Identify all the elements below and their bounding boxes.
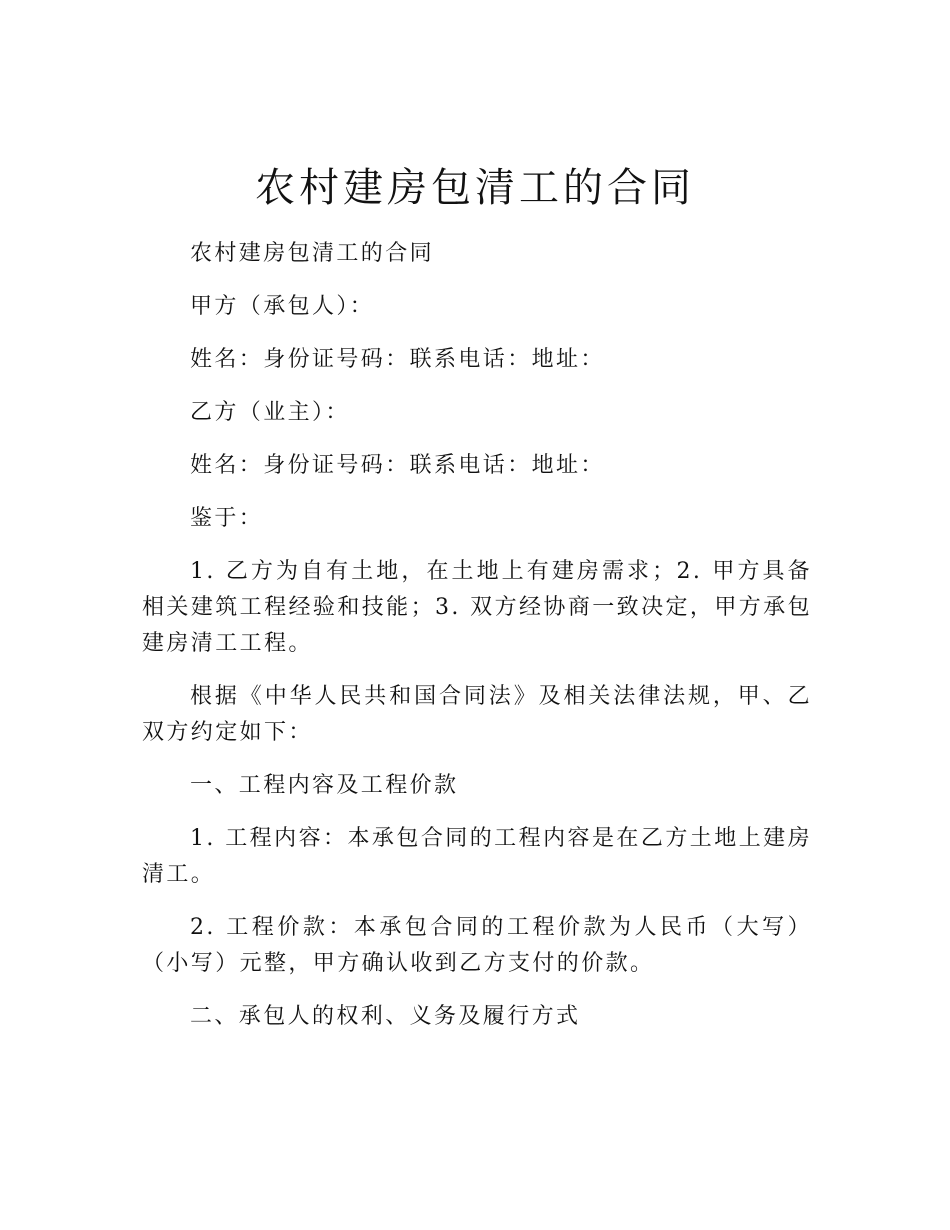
paragraph-recitals: 1. 乙方为自有土地，在土地上有建房需求；2. 甲方具备相关建筑工程经验和技能；3. 双方经协商一致决定，甲方承包建房清工工程。 [142, 559, 812, 656]
paragraph-work-content: 1. 工程内容：本承包合同的工程内容是在乙方土地上建房清工。 [142, 826, 812, 887]
paragraph-party-b: 乙方（业主）： [190, 400, 350, 425]
paragraph-heading-repeat: 农村建房包清工的合同 [190, 241, 435, 266]
paragraph-whereas: 鉴于： [190, 506, 264, 531]
document-body [142, 236, 812, 1052]
paragraph-legal-basis: 根据《中华人民共和国合同法》及相关法律法规，甲、乙双方约定如下： [142, 684, 812, 745]
paragraph-party-a-details: 姓名：身份证号码：联系电话：地址： [190, 347, 605, 372]
section-heading-1: 一、工程内容及工程价款 [190, 773, 459, 798]
paragraph-party-b-details: 姓名：身份证号码：联系电话：地址： [190, 453, 605, 478]
document-title: 农村建房包清工的合同 [255, 165, 695, 211]
section-heading-2: 二、承包人的权利、义务及履行方式 [190, 1004, 581, 1029]
paragraph-party-a: 甲方（承包人）： [190, 294, 375, 319]
paragraph-work-price: 2. 工程价款：本承包合同的工程价款为人民币（大写）（小写）元整，甲方确认收到乙方支付的价款。 [142, 915, 812, 976]
